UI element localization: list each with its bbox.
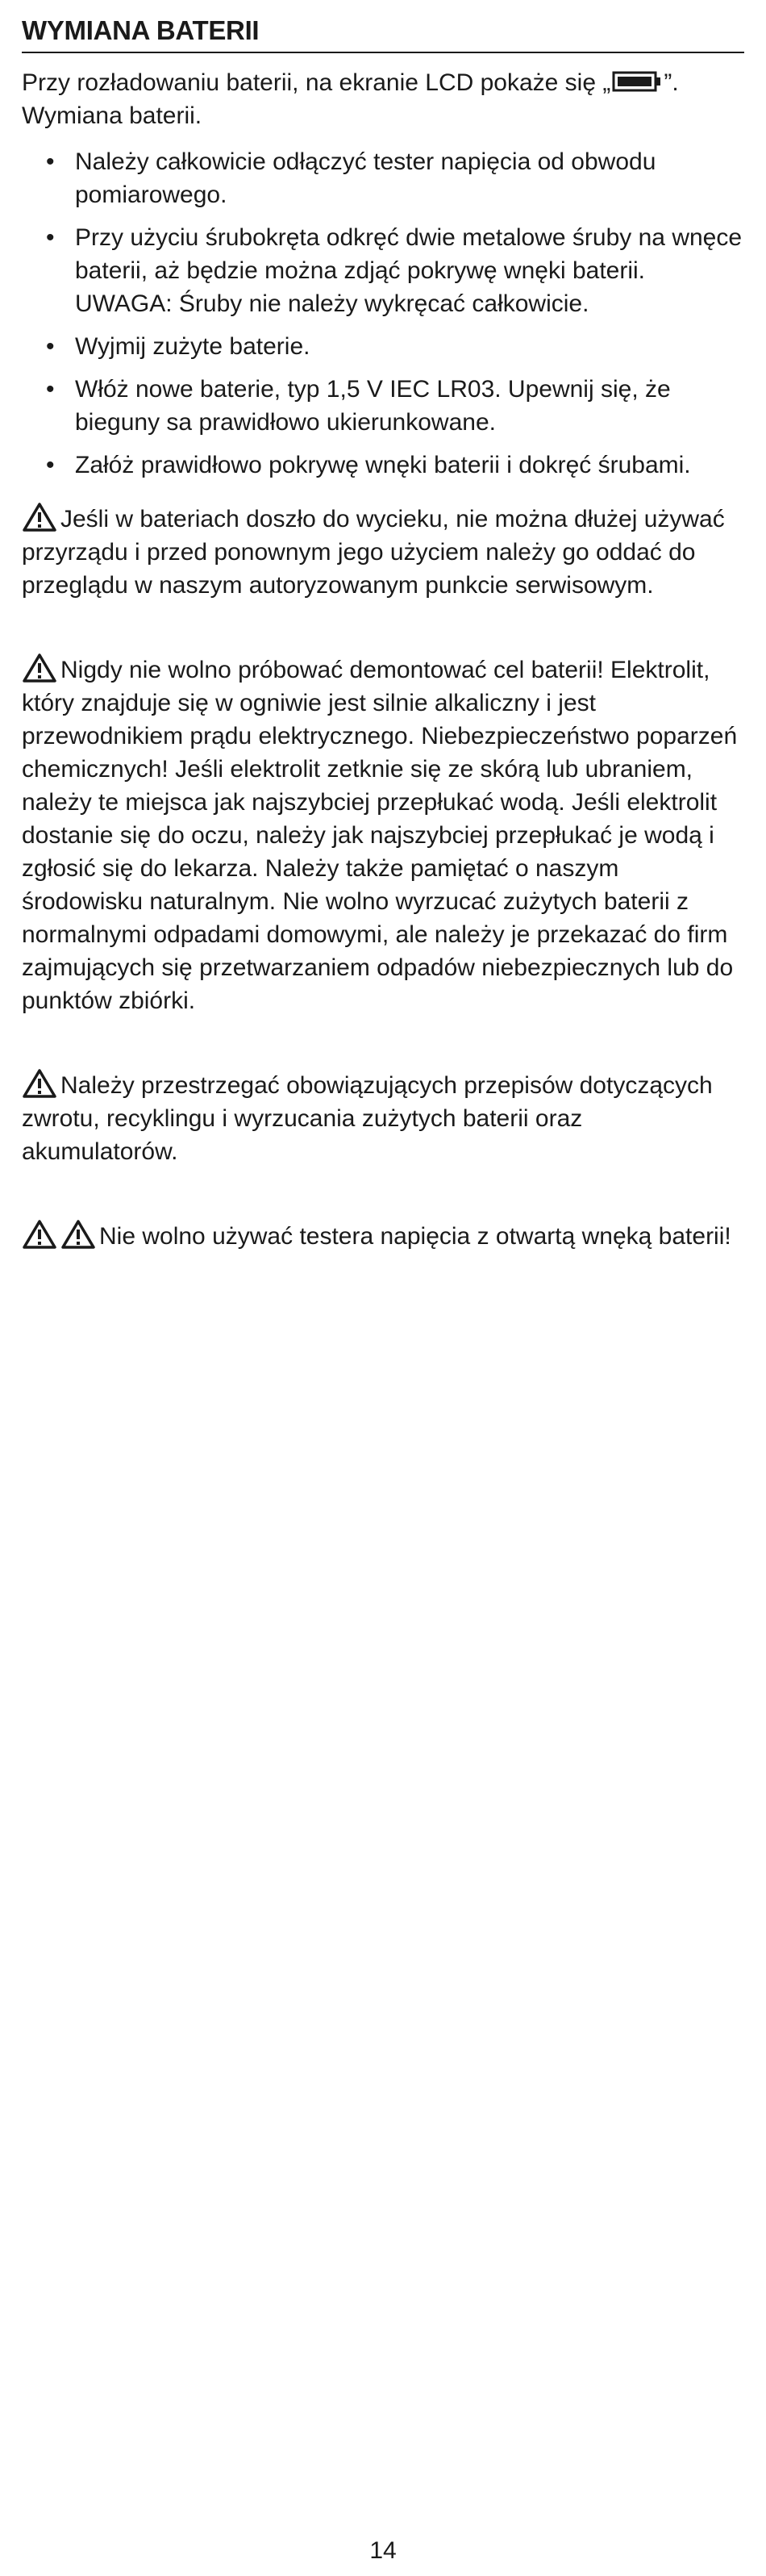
warning-recycling (22, 1069, 744, 1168)
intro-paragraph (22, 66, 744, 132)
step-text: Należy całkowicie odłączyć tester napięcia od obwodu pomiarowego. (75, 148, 656, 208)
list-item (22, 373, 744, 439)
step-text: Wyjmij zużyte baterie. (75, 333, 310, 360)
warning-triangle-icon (22, 1219, 57, 1250)
step-text: Przy użyciu śrubokręta odkręć dwie metalowe śruby na wnęce baterii, aż będzie można zdjąć pokrywę wnęki baterii. (75, 224, 743, 284)
intro-text-start: Przy rozładowaniu baterii, na ekranie LCD pokaże się „ (22, 69, 611, 96)
warning-disassembly (22, 653, 744, 1017)
list-item (22, 449, 744, 482)
warning-text: Jeśli w bateriach doszło do wycieku, nie można dłużej używać przyrządu i przed ponownym jego użyciem należy go oddać do przeglądu w naszym autoryzowanym punkcie serwisowym. (22, 506, 725, 599)
warning-text: Nigdy nie wolno próbować demontować cel baterii! Elektrolit, który znajduje się w ogniwie jest silnie alkaliczny i jest przewodnikiem prądu elektrycznego. Niebezpieczeństwo poparzeń chemicznych! Jeśli elektrolit zetknie się ze skórą lub ubraniem, należy te miejsca jak najszybciej przepłukać wodą. Jeśli elektrolit dostanie się do oczu, należy jak najszybciej przepłukać je wodą i zgłosić się do lekarza. Należy także pamiętać o naszym środowisku naturalnym. Nie wolno wyrzucać zużytych baterii z normalnymi odpadami domowymi, ale należy je przekazać do firm zajmujących się przetwarzaniem odpadów niebezpiecznych lub do punktów zbiórki. (22, 657, 738, 1014)
warning-triangle-icon (22, 1068, 57, 1099)
battery-low-icon (612, 70, 662, 93)
list-item (22, 145, 744, 211)
warning-triangle-icon (60, 1219, 96, 1250)
bullet: • (46, 148, 55, 175)
bullet: • (46, 224, 55, 251)
bullet: • (46, 376, 55, 403)
step-text: Włóż nowe baterie, typ 1,5 V IEC LR03. Upewnij się, że bieguny sa prawidłowo ukierunkowane. (75, 376, 671, 436)
warning-triangle-icon (22, 653, 57, 683)
warning-triangle-icon (22, 502, 57, 532)
warning-open-compartment (22, 1220, 744, 1253)
bullet: • (46, 333, 55, 360)
manual-page (22, 0, 744, 1253)
intro-text-end: ”. Wymiana baterii. (22, 69, 679, 129)
step-text: Załóż prawidłowo pokrywę wnęki baterii i dokręć śrubami. (75, 452, 691, 478)
warning-text: Nie wolno używać testera napięcia z otwartą wnęką baterii! (99, 1223, 731, 1250)
replacement-steps-list (22, 145, 744, 482)
bullet: • (46, 452, 55, 478)
section-heading: WYMIANA BATERII (22, 0, 744, 53)
list-item (22, 221, 744, 320)
page-number: 14 (369, 2537, 397, 2564)
step-note: UWAGA: Śruby nie należy wykręcać całkowicie. (75, 290, 589, 317)
list-item (22, 330, 744, 363)
warning-text: Należy przestrzegać obowiązujących przepisów dotyczących zwrotu, recyklingu i wyrzucania zużytych baterii oraz akumulatorów. (22, 1072, 713, 1165)
warning-leak (22, 503, 744, 602)
